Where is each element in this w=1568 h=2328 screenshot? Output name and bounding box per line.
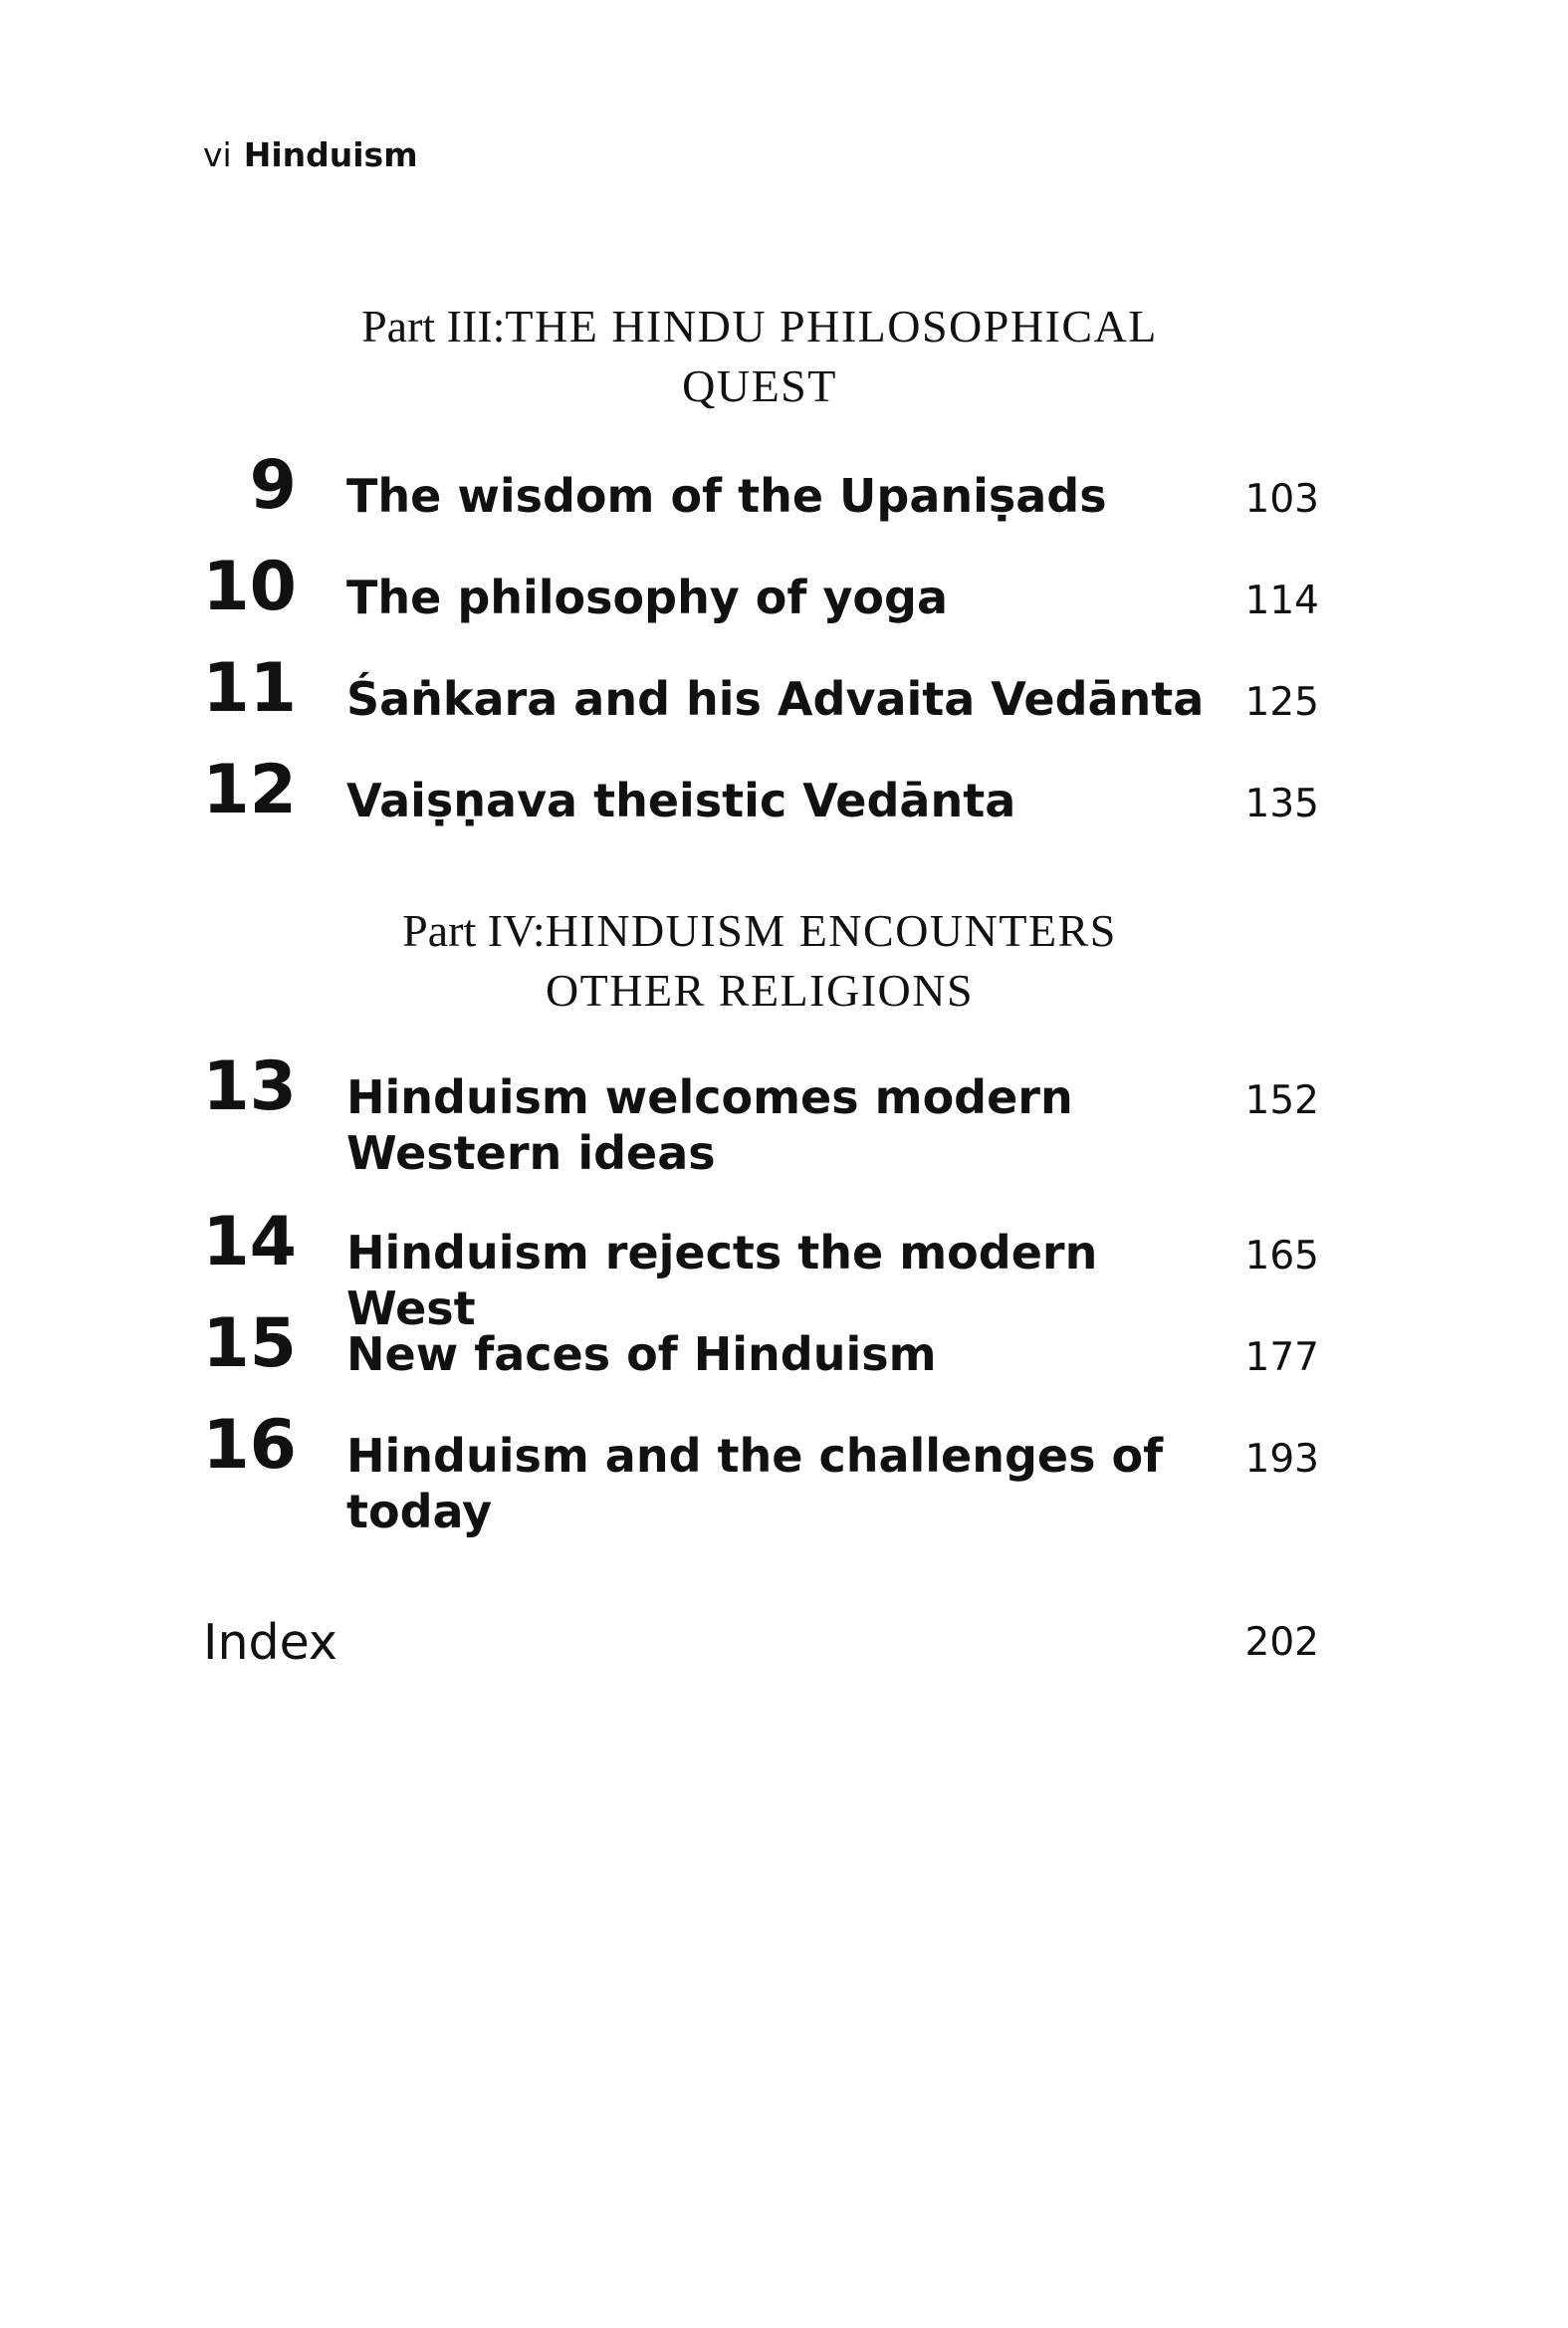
chapter-title: Hinduism and the challenges of today	[346, 1429, 1164, 1538]
running-head	[203, 135, 418, 175]
chapter-number: 15	[202, 1304, 297, 1383]
chapter-title: The philosophy of yoga	[346, 571, 948, 624]
chapter-title: Vaiṣṇava theistic Vedānta	[346, 774, 1016, 827]
chapter-title: Hinduism welcomes modern Western ideas	[346, 1070, 1073, 1180]
part-title-line-1: THE HINDU PHILOSOPHICAL	[505, 301, 1158, 351]
page-number: 152	[1244, 1078, 1319, 1123]
part-label: Part III:	[361, 301, 506, 351]
chapter-number: 12	[202, 751, 297, 829]
chapter-number: 9	[249, 446, 297, 525]
part-title-line-2: QUEST	[682, 360, 837, 411]
book-title: Hinduism	[243, 135, 418, 174]
page-number: 103	[1244, 477, 1319, 522]
chapter-title: Śaṅkara and his Advaita Vedānta	[346, 672, 1205, 726]
chapter-number: 13	[202, 1048, 297, 1126]
page-number: 165	[1244, 1234, 1319, 1279]
chapter-number: 10	[202, 548, 297, 626]
part-title-line-2: OTHER RELIGIONS	[545, 965, 975, 1016]
chapter-number: 11	[202, 649, 297, 728]
chapter-title: Hinduism rejects the modern West	[346, 1226, 1098, 1335]
page-number: 193	[1244, 1437, 1319, 1482]
index-label: Index	[203, 1614, 337, 1671]
part-title	[546, 905, 1117, 1016]
part-title-line-1: HINDUISM ENCOUNTERS	[545, 905, 1117, 956]
folio: vi	[203, 135, 232, 174]
page-number: 114	[1244, 579, 1319, 623]
page-number: 135	[1244, 782, 1319, 826]
page-number: 125	[1244, 680, 1319, 725]
chapter-number: 16	[202, 1406, 297, 1485]
chapter-title: New faces of Hinduism	[346, 1327, 937, 1381]
part-label: Part IV:	[402, 905, 546, 956]
part-heading-3	[203, 297, 1316, 416]
part-heading-4	[203, 901, 1316, 1021]
page-number: 202	[1244, 1620, 1319, 1665]
chapter-title: The wisdom of the Upaniṣads	[346, 469, 1107, 523]
part-title	[505, 301, 1157, 411]
chapter-number: 14	[202, 1203, 297, 1281]
page-number: 177	[1244, 1335, 1319, 1380]
